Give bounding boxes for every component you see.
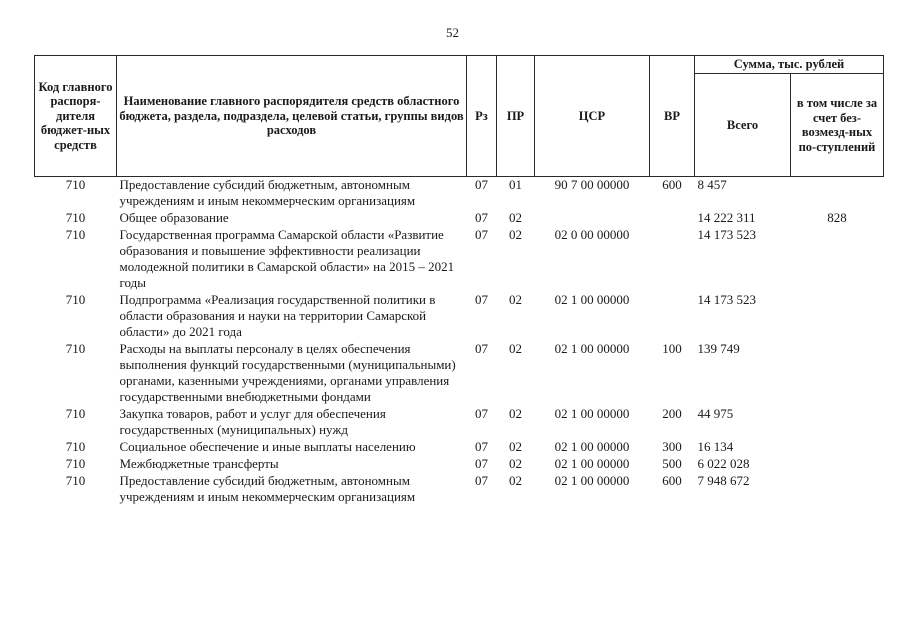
cell-incl xyxy=(791,406,884,439)
cell-csr: 02 1 00 00000 xyxy=(554,406,630,421)
cell-rz: 07 xyxy=(475,456,488,471)
table-body xyxy=(35,177,884,507)
header-name: Наименование главного распорядителя средств областного бюджета, раздела, подраздела, целевой статьи, группы видов расходов xyxy=(117,56,467,177)
table-row xyxy=(35,341,884,406)
table-row xyxy=(35,292,884,341)
cell-csr: 02 1 00 00000 xyxy=(554,473,630,488)
cell-code: 710 xyxy=(65,227,86,242)
table-row xyxy=(35,406,884,439)
cell-pr: 02 xyxy=(509,292,522,307)
cell-vr: 600 xyxy=(662,177,682,192)
header-incl: в том числе за счет без-возмезд-ных по-ступлений xyxy=(791,74,884,177)
cell-code: 710 xyxy=(65,473,86,488)
table-row xyxy=(35,456,884,473)
cell-total: 7 948 672 xyxy=(697,473,750,488)
header-vr: ВР xyxy=(650,56,695,177)
table-header xyxy=(35,56,884,177)
cell-vr: 500 xyxy=(662,456,682,471)
cell-pr: 02 xyxy=(509,473,522,488)
budget-table xyxy=(34,55,884,506)
table-row xyxy=(35,210,884,227)
cell-pr: 02 xyxy=(509,210,522,225)
cell-incl xyxy=(791,473,884,506)
cell-total: 8 457 xyxy=(697,177,727,192)
cell-csr: 02 0 00 00000 xyxy=(554,227,630,242)
cell-total: 14 222 311 xyxy=(697,210,756,225)
cell-total: 16 134 xyxy=(697,439,734,454)
cell-pr: 02 xyxy=(509,227,522,242)
cell-vr xyxy=(650,210,695,227)
cell-vr: 100 xyxy=(662,341,682,356)
cell-pr: 02 xyxy=(509,456,522,471)
cell-name: Предоставление субсидий бюджетным, автономным учреждениям и иным некоммерческим организациям xyxy=(119,473,416,504)
header-total: Всего xyxy=(695,74,791,177)
cell-csr xyxy=(535,210,650,227)
table-row xyxy=(35,177,884,211)
cell-name: Социальное обеспечение и иные выплаты населению xyxy=(119,439,416,454)
cell-code: 710 xyxy=(65,292,86,307)
table-row xyxy=(35,473,884,506)
cell-name: Государственная программа Самарской области «Развитие образования и повышение эффективности реализации молодежной политики в Самарской области» на 2015 – 2021 годы xyxy=(119,227,455,290)
cell-pr: 01 xyxy=(509,177,522,192)
header-pr: ПР xyxy=(497,56,535,177)
cell-rz: 07 xyxy=(475,341,488,356)
cell-code: 710 xyxy=(65,210,86,225)
table-row xyxy=(35,439,884,456)
page-number: 52 xyxy=(446,25,459,40)
cell-vr xyxy=(650,292,695,341)
cell-name: Подпрограмма «Реализация государственной политики в области образования и науки на территории Самарской области» до 2021 года xyxy=(119,292,436,339)
cell-total: 14 173 523 xyxy=(697,292,756,307)
cell-incl xyxy=(791,439,884,456)
cell-rz: 07 xyxy=(475,439,488,454)
cell-rz: 07 xyxy=(475,406,488,421)
cell-rz: 07 xyxy=(475,292,488,307)
header-sum-group: Сумма, тыс. рублей xyxy=(695,56,884,74)
cell-pr: 02 xyxy=(509,341,522,356)
cell-pr: 02 xyxy=(509,439,522,454)
cell-name: Закупка товаров, работ и услуг для обеспечения государственных (муниципальных) нужд xyxy=(119,406,386,437)
cell-incl xyxy=(791,227,884,292)
cell-incl: 828 xyxy=(827,210,847,225)
cell-vr: 300 xyxy=(662,439,682,454)
cell-incl xyxy=(791,341,884,406)
header-code: Код главного распоря-дителя бюджет-ных средств xyxy=(35,56,117,177)
cell-code: 710 xyxy=(65,456,86,471)
cell-total: 44 975 xyxy=(697,406,734,421)
cell-csr: 90 7 00 00000 xyxy=(554,177,630,192)
cell-total: 6 022 028 xyxy=(697,456,750,471)
cell-rz: 07 xyxy=(475,473,488,488)
header-csr: ЦСР xyxy=(535,56,650,177)
cell-code: 710 xyxy=(65,439,86,454)
cell-vr: 200 xyxy=(662,406,682,421)
cell-incl xyxy=(791,292,884,341)
cell-name: Расходы на выплаты персоналу в целях обеспечения выполнения функций государственными (муниципальными) органами, казенными учреждениями, органами управления государственными внебюджетными фондами xyxy=(119,341,456,404)
cell-total: 139 749 xyxy=(697,341,740,356)
cell-rz: 07 xyxy=(475,177,488,192)
cell-name: Общее образование xyxy=(119,210,229,225)
cell-code: 710 xyxy=(65,177,86,192)
cell-vr: 600 xyxy=(662,473,682,488)
cell-incl xyxy=(791,177,884,211)
cell-csr: 02 1 00 00000 xyxy=(554,341,630,356)
cell-name: Межбюджетные трансферты xyxy=(119,456,279,471)
cell-csr: 02 1 00 00000 xyxy=(554,439,630,454)
cell-code: 710 xyxy=(65,341,86,356)
cell-rz: 07 xyxy=(475,227,488,242)
cell-csr: 02 1 00 00000 xyxy=(554,292,630,307)
cell-pr: 02 xyxy=(509,406,522,421)
cell-csr: 02 1 00 00000 xyxy=(554,456,630,471)
cell-rz: 07 xyxy=(475,210,488,225)
cell-incl xyxy=(791,456,884,473)
cell-code: 710 xyxy=(65,406,86,421)
cell-vr xyxy=(650,227,695,292)
header-rz: Рз xyxy=(467,56,497,177)
table-row xyxy=(35,227,884,292)
cell-total: 14 173 523 xyxy=(697,227,756,242)
cell-name: Предоставление субсидий бюджетным, автономным учреждениям и иным некоммерческим организациям xyxy=(119,177,416,208)
